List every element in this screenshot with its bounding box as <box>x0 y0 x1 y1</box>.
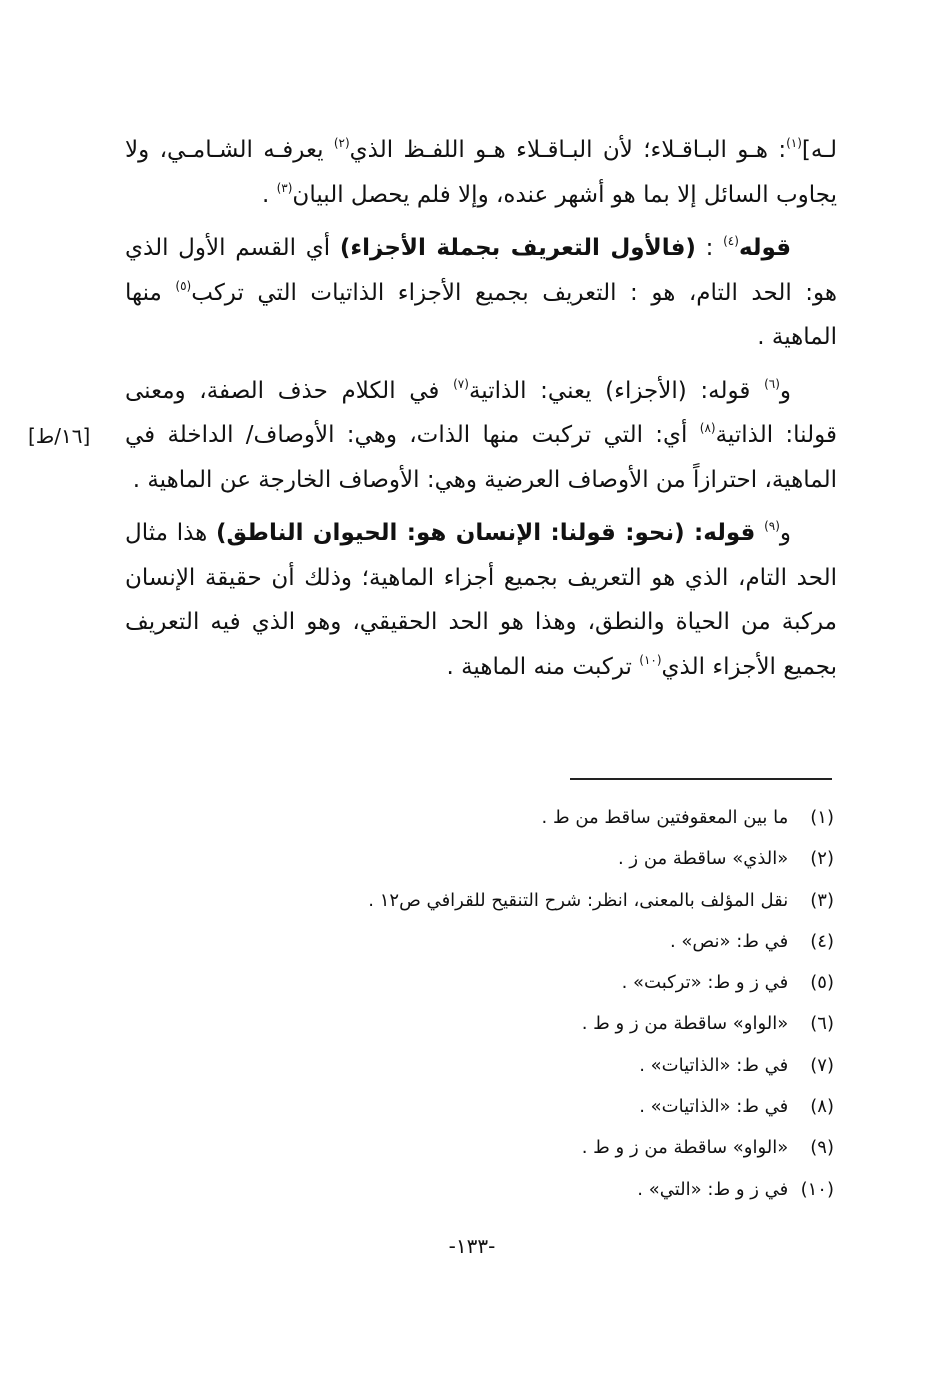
text-run: . <box>261 181 277 208</box>
footnote <box>234 880 834 921</box>
footnote-marker: (٧) <box>453 376 469 391</box>
quoted-text-bold: قوله <box>738 235 792 261</box>
footnote-number: (٢) <box>810 848 834 870</box>
footnote-marker: (٢) <box>333 136 350 150</box>
text-run: : هـو البـاقـلاء؛ لأن البـاقـلاء هـو اللفـظ الذي <box>349 137 787 163</box>
footnote-number: (٦) <box>810 1013 834 1035</box>
page-number: -١٣٣- <box>448 1234 496 1258</box>
paragraph <box>125 511 837 689</box>
footnote-text: «الذي» ساقطة من ز . <box>617 848 789 870</box>
text-run: منها الماهية . <box>125 279 837 350</box>
text-run <box>755 520 764 546</box>
footnote-text: في ط: «الذاتيات» . <box>639 1054 789 1076</box>
footnote-marker: (٦) <box>764 376 780 391</box>
text-run: قوله: (الأجزاء) يعني: الذاتية <box>468 377 765 404</box>
text-run: هذا مثال الحد التام، الذي هو التعريف بجميع أجزاء الماهية؛ وذلك أن حقيقة الإنسان مركبة من الحياة والنطق، وهذا هو الحد الحقيقي، وهو الذي فيه التعريف بجميع الأجزاء الذي <box>125 520 837 680</box>
footnote <box>234 1127 834 1168</box>
footnote <box>234 1169 834 1210</box>
footnote-text: في ط: «نص» . <box>669 930 789 952</box>
footnote-text: «الواو» ساقطة من ز و ط . <box>581 1137 789 1159</box>
text-run: : <box>695 235 724 261</box>
margin-manuscript-reference: [١٦/ط] <box>28 424 91 448</box>
text-run: و <box>779 520 791 546</box>
footnote-text: نقل المؤلف بالمعنى، انظر: شرح التنقيح للقرافي ص١٢ . <box>368 889 789 911</box>
footnote <box>234 1003 834 1044</box>
paragraph <box>125 226 837 360</box>
footnote-number: (٨) <box>810 1096 834 1118</box>
footnote-marker: (١) <box>786 136 802 150</box>
text-run: في الكلام حذف الصفة، ومعنى قولنا: الذاتية <box>125 377 837 448</box>
footnote-marker: (١٠) <box>639 652 662 667</box>
footnote-marker: (٥) <box>175 278 192 293</box>
footnote-marker: (٩) <box>764 519 780 533</box>
footnote-number: (١) <box>810 807 834 828</box>
main-text <box>125 128 837 698</box>
footnote <box>234 962 834 1003</box>
footnote-text: في ط: «الذاتيات» . <box>639 1096 789 1118</box>
footnote-number: (٤) <box>810 930 834 952</box>
footnote-text: ما بين المعقوفتين ساقط من ط . <box>541 807 789 828</box>
footnotes-list <box>234 797 834 1210</box>
footnote-number: (٧) <box>810 1054 834 1076</box>
footnote-number: (٩) <box>810 1137 834 1159</box>
text-run: أي القسم الأول الذي هو: الحد التام، هو : التعريف بجميع الأجزاء الذاتيات التي تركب <box>125 235 838 306</box>
footnote-marker: (٣) <box>276 180 293 195</box>
footnote-text: «الواو» ساقطة من ز و ط . <box>581 1013 789 1035</box>
text-run: و <box>779 377 791 404</box>
footnote-text: في ز و ط: «التي» . <box>637 1178 789 1200</box>
footnote-number: (٥) <box>810 972 834 994</box>
text-run: لـه] <box>801 137 837 163</box>
footnote-text: في ز و ط: «تركبت» . <box>621 972 789 994</box>
text-run: يعرفـه الشـامـي، ولا يجاوب السائل إلا بما هو أشهر عنده، وإلا فلم يحصل البيان <box>125 137 837 208</box>
footnote <box>234 1086 834 1127</box>
footnote <box>234 1045 834 1086</box>
footnote <box>234 921 834 962</box>
paragraph <box>125 128 837 217</box>
quoted-text-bold: (فالأول التعريف بجملة الأجزاء) <box>339 235 696 261</box>
footnote-number: (١٠) <box>800 1178 834 1200</box>
footnote <box>234 797 834 838</box>
footnote-marker: (٤) <box>723 234 739 248</box>
footnote-number: (٣) <box>810 889 834 911</box>
footnote-marker: (٨) <box>699 421 716 435</box>
footnote-separator <box>570 778 832 780</box>
paragraph <box>125 369 837 503</box>
footnote <box>234 838 834 879</box>
text-run: أي: التي تركبت منها الذات، وهي: الأوصاف/ الداخلة في الماهية، احترازاً من الأوصاف العرضية وهي: الأوصاف الخارجة عن الماهية . <box>125 422 837 493</box>
text-run: تركبت منه الماهية . <box>446 653 640 680</box>
quoted-text-bold: قوله: (نحو: قولنا: الإنسان هو: الحيوان الناطق) <box>216 520 756 546</box>
